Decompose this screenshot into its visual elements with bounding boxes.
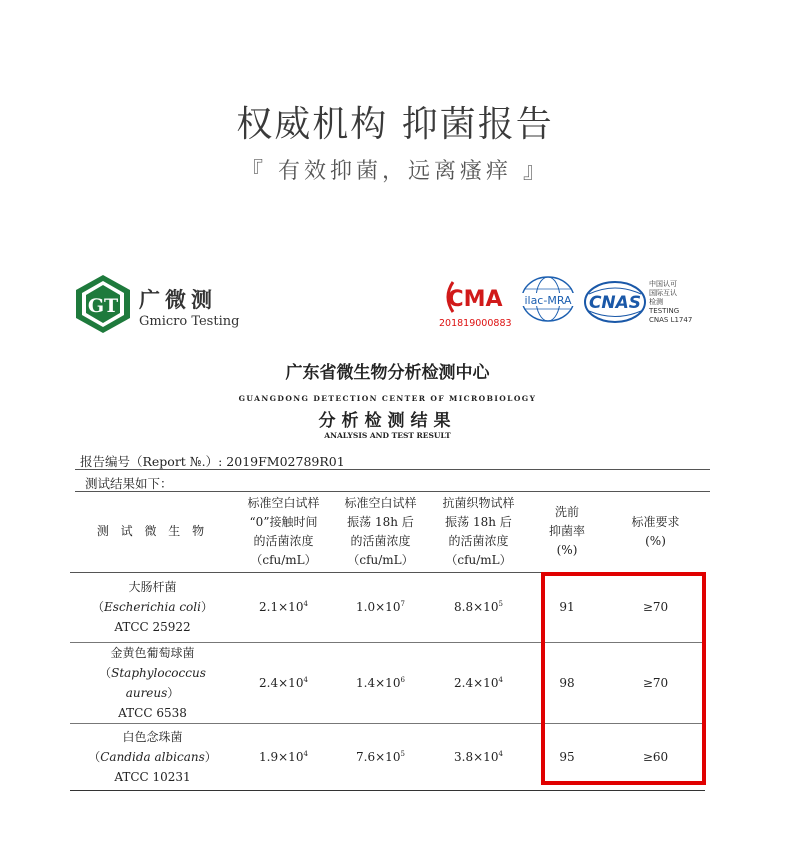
concentration-cell: $3.8\times 10^4$ <box>429 723 528 790</box>
inhibition-rate-cell: 98 <box>528 642 606 723</box>
table-header-row <box>70 492 705 572</box>
requirement-cell: ≥60 <box>606 723 705 790</box>
ilac-mra-icon <box>515 274 581 324</box>
concentration-cell: $2.4\times 10^4$ <box>235 642 332 723</box>
concentration-cell: $2.1\times 10^4$ <box>235 572 332 642</box>
header-microorganism: 测 试 微 生 物 <box>70 492 235 572</box>
org-name-en: GUANGDONG DETECTION CENTER OF MICROBIOLOGY <box>238 394 537 403</box>
svg-text:CNAS: CNAS <box>588 293 642 313</box>
microorganism-cell: 金黄色葡萄球菌 （Staphylococcus aureus） ATCC 6538 <box>70 642 235 723</box>
subline: 『 有效抑菌，远离瘙痒 』 <box>241 159 549 184</box>
requirement-cell: ≥70 <box>606 642 705 723</box>
microorganism-cell: 白色念珠菌 （Candida albicans） ATCC 10231 <box>70 723 235 790</box>
concentration-cell: $1.0\times 10^7$ <box>332 572 429 642</box>
cnas-side-text <box>649 280 719 325</box>
cma-badge <box>439 278 512 329</box>
report-title-en: ANALYSIS AND TEST RESULT <box>324 431 451 440</box>
gmicro-logo-icon <box>73 274 133 334</box>
concentration-cell: $8.8\times 10^5$ <box>429 572 528 642</box>
cnas-side-line: TESTING <box>649 307 680 315</box>
concentration-cell: $2.4\times 10^4$ <box>429 642 528 723</box>
svg-text:ilac-MRA: ilac-MRA <box>524 294 572 307</box>
cnas-side-line: 国际互认 <box>649 289 677 297</box>
svg-text:GT: GT <box>87 295 119 317</box>
divider <box>75 469 710 470</box>
report-title-cn: 分析检测结果 <box>318 411 457 431</box>
microorganism-cell: 大肠杆菌 （Escherichia coli） ATCC 25922 <box>70 572 235 642</box>
header-antibacterial-18h: 抗菌织物试样 振荡 18h 后 的活菌浓度 （cfu/mL） <box>429 492 528 572</box>
inhibition-rate-cell: 95 <box>528 723 606 790</box>
highlight-box <box>541 572 706 785</box>
results-intro: 测试结果如下： <box>85 476 173 491</box>
logo-cn-name: 广微测 <box>139 288 217 312</box>
svg-text:CMA: CMA <box>447 287 503 312</box>
cnas-icon <box>583 280 647 324</box>
cnas-side-line: 检测 <box>649 298 663 306</box>
cnas-side-line: 中国认可 <box>649 280 677 288</box>
report-number: 报告编号（Report №.）: 2019FM02789R01 <box>80 454 345 469</box>
cnas-side-line: CNAS L1747 <box>649 316 693 324</box>
cma-number: 201819000883 <box>439 318 512 329</box>
header-blank-18h: 标准空白试样 振荡 18h 后 的活菌浓度 （cfu/mL） <box>332 492 429 572</box>
inhibition-rate-cell: 91 <box>528 572 606 642</box>
header-inhibition-rate: 洗前 抑菌率 (%) <box>528 492 606 572</box>
logo-en-name: Gmicro Testing <box>139 314 240 329</box>
header-standard-requirement: 标准要求 (%) <box>606 492 705 572</box>
concentration-cell: $1.9\times 10^4$ <box>235 723 332 790</box>
requirement-cell: ≥70 <box>606 572 705 642</box>
concentration-cell: $1.4\times 10^6$ <box>332 642 429 723</box>
cma-icon <box>439 278 505 316</box>
org-name-cn: 广东省微生物分析检测中心 <box>285 363 490 383</box>
header-blank-0h: 标准空白试样 “0”接触时间 的活菌浓度 （cfu/mL） <box>235 492 332 572</box>
headline: 权威机构 抑菌报告 <box>236 104 554 145</box>
concentration-cell: $7.6\times 10^5$ <box>332 723 429 790</box>
